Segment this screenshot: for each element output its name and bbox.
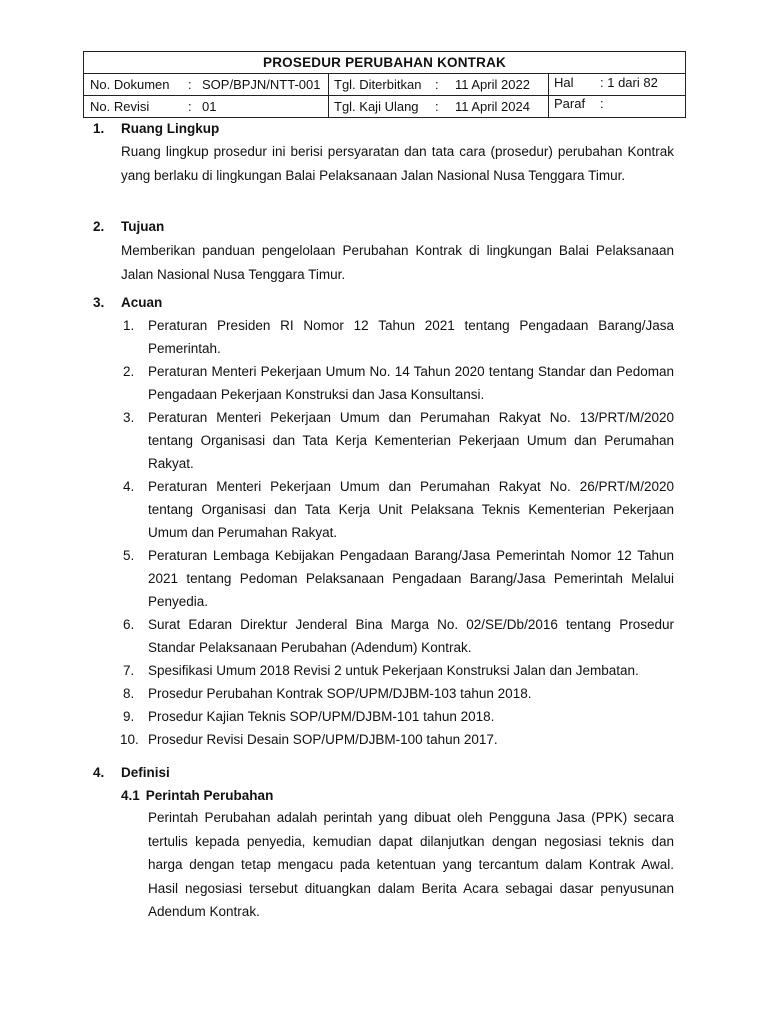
subsection-title: Perintah Perubahan [145,788,274,803]
page-value: : 1 dari 82 [600,75,658,90]
section-number: 3. [93,295,105,310]
doc-number-value: SOP/BPJN/NTT-001 [202,77,321,92]
subsection-heading-4-1 [121,788,273,803]
section-number: 2. [93,219,105,234]
list-item: 10. Prosedur Revisi Desain SOP/UPM/DJBM-100 tahun 2017. [120,732,498,747]
list-item: 4. Peraturan Menteri Pekerjaan Umum dan Perumahan Rakyat No. 26/PRT/M/2020 tentang Organisasi dan Tata Kerja Unit Pelaksana Teknis Kementerian Pekerjaan Umum dan Perumahan Rakyat. [123,479,674,540]
issued-date-value: 11 April 2022 [455,77,530,92]
list-item: 7. Spesifikasi Umum 2018 Revisi 2 untuk Pekerjaan Konstruksi Jalan dan Jembatan. [123,663,639,678]
list-item: 9. Prosedur Kajian Teknis SOP/UPM/DJBM-101 tahun 2018. [123,709,495,724]
section-title: Ruang Lingkup [121,121,220,136]
issued-date-label: Tgl. Diterbitkan [334,77,422,92]
review-date-value: 11 April 2024 [455,99,530,114]
page-label: Hal [554,75,574,90]
doc-number-separator: : [188,77,192,92]
section-title: Tujuan [121,219,165,234]
header-row-document [84,74,685,95]
section-number: 1. [93,121,105,136]
list-item: 5. Peraturan Lembaga Kebijakan Pengadaan Barang/Jasa Pemerintah Nomor 12 Tahun 2021 tentang Pedoman Pelaksanaan Pengadaan Barang/Jasa Pemerintah Melalui Penyedia. [123,548,674,609]
section-2-text: Memberikan panduan pengelolaan Perubahan Kontrak di lingkungan Balai Pelaksanaan Jalan Nasional Nusa Tenggara Timur. [121,243,674,282]
list-item: 2. Peraturan Menteri Pekerjaan Umum No. 14 Tahun 2020 tentang Standar dan Pedoman Pengadaan Pekerjaan Konstruksi dan Jasa Konsultansi. [123,364,674,402]
list-item: 6. Surat Edaran Direktur Jenderal Bina Marga No. 02/SE/Db/2016 tentang Prosedur Standar Pelaksanaan Perubahan (Adendum) Kontrak. [123,617,674,655]
revision-separator: : [188,99,192,114]
revision-value: 01 [202,99,217,114]
document-title: PROSEDUR PERUBAHAN KONTRAK [84,52,685,74]
section-title: Acuan [121,295,163,310]
document-header-table [83,51,686,118]
review-date-label: Tgl. Kaji Ulang [334,99,419,114]
section-number: 4. [93,765,105,780]
subsection-number: 4.1 [121,788,140,803]
doc-number-label: No. Dokumen [90,77,170,92]
revision-label: No. Revisi [90,99,150,114]
list-item: 1. Peraturan Presiden RI Nomor 12 Tahun 2021 tentang Pengadaan Barang/Jasa Pemerintah. [123,318,674,356]
paraf-label: Paraf [554,96,586,111]
header-row-revision [84,95,685,117]
paraf-value: : [600,96,604,111]
list-item: 8. Prosedur Perubahan Kontrak SOP/UPM/DJBM-103 tahun 2018. [123,686,532,701]
list-item: 3. Peraturan Menteri Pekerjaan Umum dan Perumahan Rakyat No. 13/PRT/M/2020 tentang Organisasi dan Tata Kerja Kementerian Pekerjaan Umum dan Perumahan Rakyat. [123,410,674,471]
section-1-text: Ruang lingkup prosedur ini berisi persyaratan dan tata cara (prosedur) perubahan Kontrak yang berlaku di lingkungan Balai Pelaksanaan Jalan Nasional Nusa Tenggara Timur. [121,144,674,183]
issued-date-separator: : [435,77,439,92]
review-date-separator: : [435,99,439,114]
reference-list [121,314,674,751]
section-4-1-text: Perintah Perubahan adalah perintah yang dibuat oleh Pengguna Jasa (PPK) secara tertulis kepada penyedia, kemudian dapat dilanjutkan dengan negosiasi teknis dan harga dengan tetap mengacu pada ketentuan yang tercantum dalam Kontrak Awal. Hasil negosiasi tersebut dituangkan dalam Berita Acara sebagai dasar penyusunan Adendum Kontrak. [148,810,674,920]
section-title: Definisi [121,765,170,780]
